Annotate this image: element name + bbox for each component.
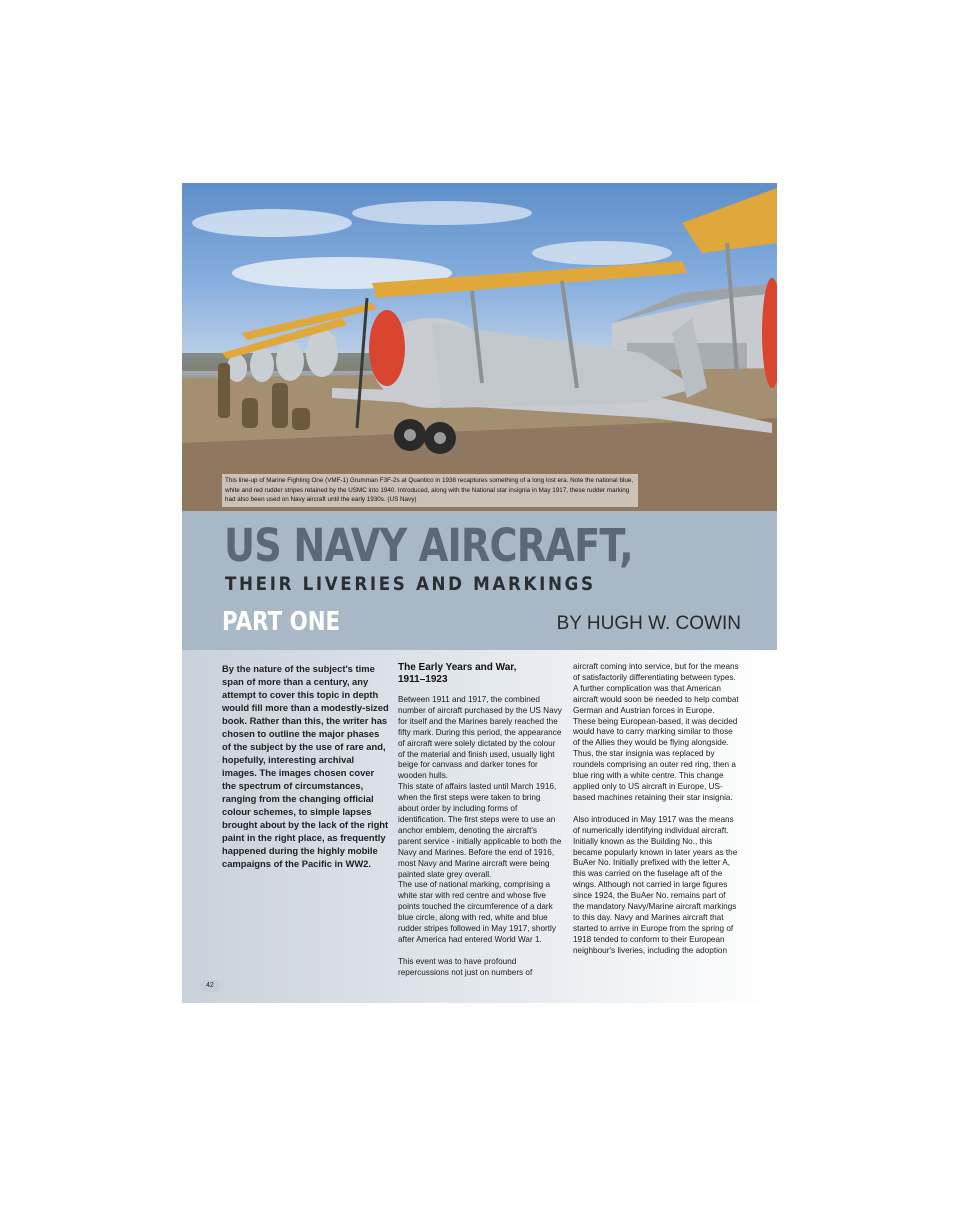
page-number: 42 <box>200 980 220 992</box>
body-paragraph: aircraft coming into service, but for the means of satisfactorily differentiating between types. A further complication was that American aircraft would soon be needed to help combat German and Austrian forces in Europe. These being European-based, it was decided would have to carry marking similar to those of the Allies they would be flying alongside. Thus, the star insignia was replaced by roundels comprising an outer red ring, then a blue ring with a white centre. This change applied only to US aircraft in Europe, US-based machines retaining their star insignia. <box>573 662 739 802</box>
hero-photo <box>182 183 777 511</box>
body-paragraph: This event was to have profound repercussions not just on numbers of <box>398 956 533 977</box>
article-subtitle: THEIR LIVERIES AND MARKINGS <box>225 573 596 595</box>
part-label: PART ONE <box>222 607 341 637</box>
body-paragraph: Between 1911 and 1917, the combined number of aircraft purchased by the US Navy for itself and the Marines barely reached the fifty mark. During this period, the appearance of aircraft were solely dictated by the colour of the material and finish used, usually light beige for canvass and darker tones for wooden hulls. This state of affairs lasted until March 1916, when the first steps were taken to bring about order by including forms of identification. The first steps were to use an anchor emblem, denoting the aircraft's parent service - initially applicable to both the Navy and Marines. Before the end of 1916, most Navy and Marine aircraft were being painted slate grey overall. The use of national marking, comprising a white star with red centre and whose five points touched the circumference of a dark blue circle, along with red, white and blue rudder stripes followed in May 1917, shortly after America had entered World War 1. <box>398 695 562 944</box>
text-column-2 <box>398 662 562 990</box>
text-column-3 <box>573 662 739 968</box>
author-byline: BY HUGH W. COWIN <box>556 613 741 634</box>
section-heading: The Early Years and War, 1911–1923 <box>398 662 517 685</box>
body-paragraph: Also introduced in May 1917 was the means of numerically identifying individual aircraft. Initially known as the Building No., this became popularly known in later years as the BuAer No. Initially prefixed with the letter A, this was carried on the fuselage aft of the wings. Although not carried in large figures since 1924, the BuAer No. remains part of the mandatory Navy/Marine aircraft markings to this day. Navy and Marines aircraft that started to arrive in Europe from the spring of 1918 tended to conform to their European neighbour's liveries, including the adoption <box>573 814 738 955</box>
article-body <box>182 650 777 1003</box>
intro-column <box>222 662 390 881</box>
biplane-lineup-illustration <box>182 183 777 511</box>
photo-caption: This line-up of Marine Fighting One (VMF-1) Grumman F3F-2s at Quantico in 1938 recaptures something of a long lost era. Note the national blue, white and red rudder stripes retained by the USMC into 1940. Introduced, along with the National star insignia in May 1917, these rudder marking had also been used on Navy aircraft until the early 1930s. (US Navy) <box>222 474 638 507</box>
intro-paragraph: By the nature of the subject's time span of more than a century, any attempt to cover this topic in depth would fill more than a modestly-sized book. Rather than this, the writer has chosen to outline the major phases of the subject by the use of rare and, hopefully, interesting archival images. The images chosen cover the spectrum of circumstances, ranging from the changing official colour schemes, to simple lapses brought about by the lack of the right paint in the right place, as frequently happened during the highly mobile campaigns of the Pacific in WW2. <box>222 663 389 869</box>
article-title: US NAVY AIRCRAFT, <box>224 519 633 572</box>
title-banner <box>182 511 777 650</box>
magazine-page <box>182 183 777 1003</box>
